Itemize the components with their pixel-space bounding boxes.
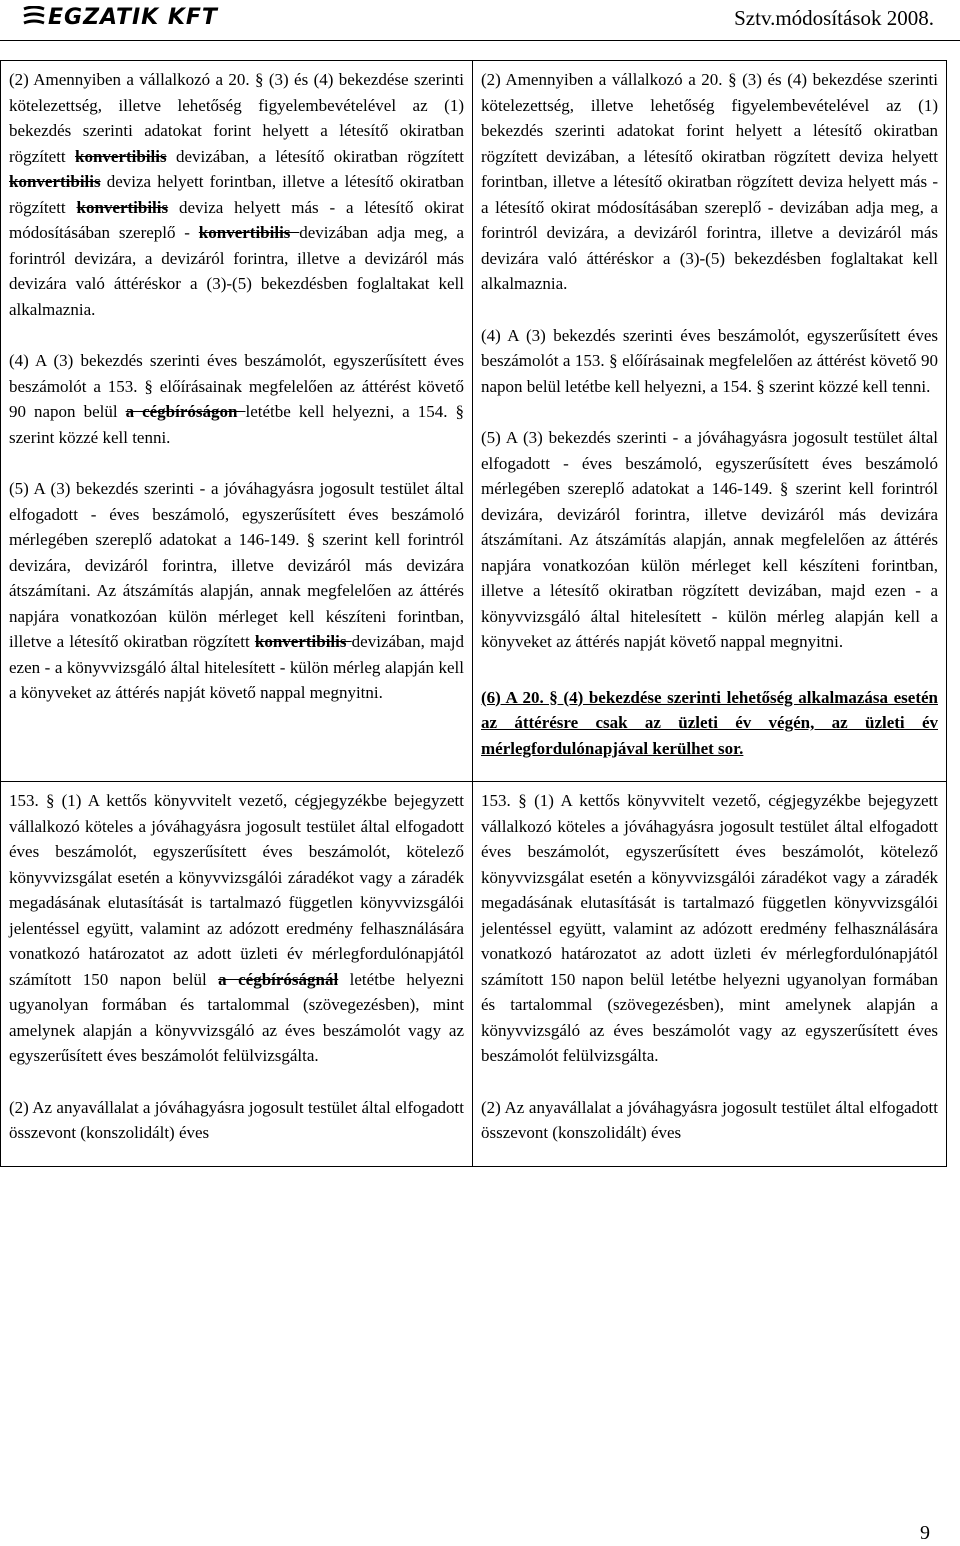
text-run: letétbe kell helyezni, a 154. § szerint közzé kell tenni. [9, 402, 464, 447]
comparison-table [0, 60, 947, 1167]
cell-content [9, 788, 464, 1146]
deleted-text: konvertibilis [254, 632, 352, 651]
paragraph [481, 685, 938, 762]
text-run: deviza helyett forintban, illetve a létesítő okiratban rögzített [9, 172, 464, 217]
table-row [1, 61, 947, 782]
text-run: (4) A (3) bekezdés szerinti éves beszámolót, egyszerűsített éves beszámolót a 153. § előírásainak megfelelően az áttérést követő 90 napon belül [9, 351, 464, 421]
deleted-text: konvertibilis [9, 172, 101, 191]
logo-text: EGZATIK KFT [48, 4, 218, 30]
deleted-text: konvertibilis [198, 223, 300, 242]
text-run: (4) A (3) bekezdés szerinti éves beszámolót, egyszerűsített éves beszámolót a 153. § előírásainak megfelelően az áttérést követő 90 napon belül letétbe kell helyezni, a 154. § szerint közzé kell tenni. [481, 325, 938, 396]
text-run: (2) Az anyavállalat a jóváhagyásra jogosult testület által elfogadott összevont (konszolidált) éves [9, 1097, 464, 1142]
page-header [0, 0, 960, 46]
deleted-text: konvertibilis [75, 146, 167, 166]
original-text-cell [1, 782, 473, 1167]
document-title: Sztv.módosítások 2008. [734, 6, 934, 30]
cell-content [481, 788, 938, 1146]
deleted-text: konvertibilis [76, 197, 169, 217]
cell-content [9, 67, 464, 706]
original-text-cell [1, 61, 473, 782]
paragraph [481, 788, 938, 1069]
text-run: deviza helyett más - a létesítő okirat módosításában szereplő - [9, 197, 464, 242]
page-number: 9 [920, 1522, 930, 1544]
text-run: (2) Az anyavállalat a jóváhagyásra jogosult testület által elfogadott összevont (konszolidált) éves [481, 1097, 938, 1142]
paragraph [9, 348, 464, 450]
text-run: devizában, a létesítő okiratban rögzített [166, 146, 464, 166]
company-logo [22, 2, 218, 32]
text-run: devizában, majd ezen - a könyvvizsgáló által hitelesített - külön mérleg alapján kell a könyveket az áttérés napját követő nappal megnyitni. [9, 632, 464, 702]
text-run: letétbe helyezni ugyanolyan formában és tartalommal (szövegezésben), mint amelynek alapján a könyvvizsgáló az éves beszámolót vagy az egyszerűsített éves beszámolót felülvizsgálta. [9, 969, 465, 1065]
deleted-text: a cégbíróságnál [218, 969, 339, 989]
text-run: (5) A (3) bekezdés szerinti - a jóváhagyásra jogosult testület által elfogadott - éves beszámoló, egyszerűsített éves beszámoló mérlegében szereplő adatokat a 146-149. § szerint kell forintról devizára, devizáról forintra, illetve devizáról más devizára átszámítani. Az átszámítás alapján, annak megfelelően az áttérés napjára vonatkozóan külön mérleget kell készíteni forintban, illetve a létesítő okiratban rögzített devizában, majd ezen - a könyvvizsgáló által hitelesített - külön mérleg alapján kell a könyveket az áttérés napját követő nappal megnyitni. [481, 428, 938, 651]
logo-mark-icon [22, 6, 46, 28]
paragraph [9, 67, 464, 322]
text-run: (2) Amennyiben a vállalkozó a 20. § (3) és (4) bekezdése szerinti kötelezettség, illetve lehetőség figyelembevételével az (1) bekezdés szerinti adatokat forint helyett a létesítő okiratban rögzített devizában, a létesítő okiratban rögzített deviza helyett forintban, illetve a létesítő okiratban rögzített deviza helyett más - a létesítő okirat módosításában szereplő - devizában adja meg, a forintról devizára, a devizáról forintra, illetve a devizáról más devizára való áttéréskor a (3)-(5) bekezdésben foglaltakat kell alkalmaznia. [481, 70, 938, 293]
text-run: (2) Amennyiben a vállalkozó a 20. § (3) és (4) bekezdése szerinti kötelezettség, illetve lehetőség figyelembevételével az (1) bekezdés szerinti adatokat forint helyett a létesítő okiratban rögzített [9, 70, 464, 166]
paragraph [9, 788, 464, 1069]
paragraph [481, 323, 938, 400]
header-rule [0, 40, 960, 41]
cell-content [481, 67, 938, 761]
amended-text-cell [473, 782, 947, 1167]
text-run: (5) A (3) bekezdés szerinti - a jóváhagyásra jogosult testület által elfogadott - éves beszámoló, egyszerűsített éves beszámoló mérlegében szereplő adatokat a 146-149. § szerint kell forintról devizára, devizáról forintra, illetve devizáról más devizára átszámítani. Az átszámítás alapján, annak megfelelően az áttérés napjára vonatkozóan külön mérleget kell készíteni forintban, illetve a létesítő okiratban rögzített [9, 479, 464, 651]
paragraph [9, 1095, 464, 1146]
text-run: 153. § (1) A kettős könyvvitelt vezető, cégjegyzékbe bejegyzett vállalkozó köteles a jóváhagyásra jogosult testület által elfogadott éves beszámolót, egyszerűsített éves beszámolót, kötelező könyvvizsgálat esetén a könyvvizsgálói záradékot vagy a záradék megadásának elutasítását is tartalmazó független könyvvizsgálói jelentéssel együtt, valamint az adózott eredmény felhasználására vonatkozó határozatot az adott üzleti év mérlegfordulónapjától számított 150 napon belül [9, 791, 464, 989]
paragraph [481, 67, 938, 297]
paragraph [481, 1095, 938, 1146]
text-run: 153. § (1) A kettős könyvvitelt vezető, cégjegyzékbe bejegyzett vállalkozó köteles a jóváhagyásra jogosult testület által elfogadott éves beszámolót, egyszerűsített éves beszámolót, kötelező könyvvizsgálat esetén a könyvvizsgálói záradékot vagy a záradék megadásának elutasítását is tartalmazó független könyvvizsgálói jelentéssel együtt, valamint az adózott eredmény felhasználására vonatkozó határozatot az adott üzleti év mérlegfordulónapjától számított 150 napon belül letétbe helyezni ugyanolyan formában és tartalommal (szövegezésben), mint amelynek alapján a könyvvizsgáló az éves beszámolót vagy az egyszerűsített éves beszámolót felülvizsgálta. [481, 791, 938, 1065]
deleted-text: a cégbíróságon [125, 402, 246, 421]
amended-text-cell [473, 61, 947, 782]
paragraph [9, 476, 464, 706]
text-run: devizában adja meg, a forintról devizára, a devizáról forintra, illetve a devizáról más devizára való áttéréskor a (3)-(5) bekezdésben foglaltakat kell alkalmaznia. [9, 223, 464, 319]
inserted-text: (6) A 20. § (4) bekezdése szerinti lehetőség alkalmazása esetén az áttérésre csak az üzleti év végén, az üzleti év mérlegfordulónapjával kerülhet sor. [481, 687, 938, 758]
table-row [1, 782, 947, 1167]
paragraph [481, 425, 938, 655]
